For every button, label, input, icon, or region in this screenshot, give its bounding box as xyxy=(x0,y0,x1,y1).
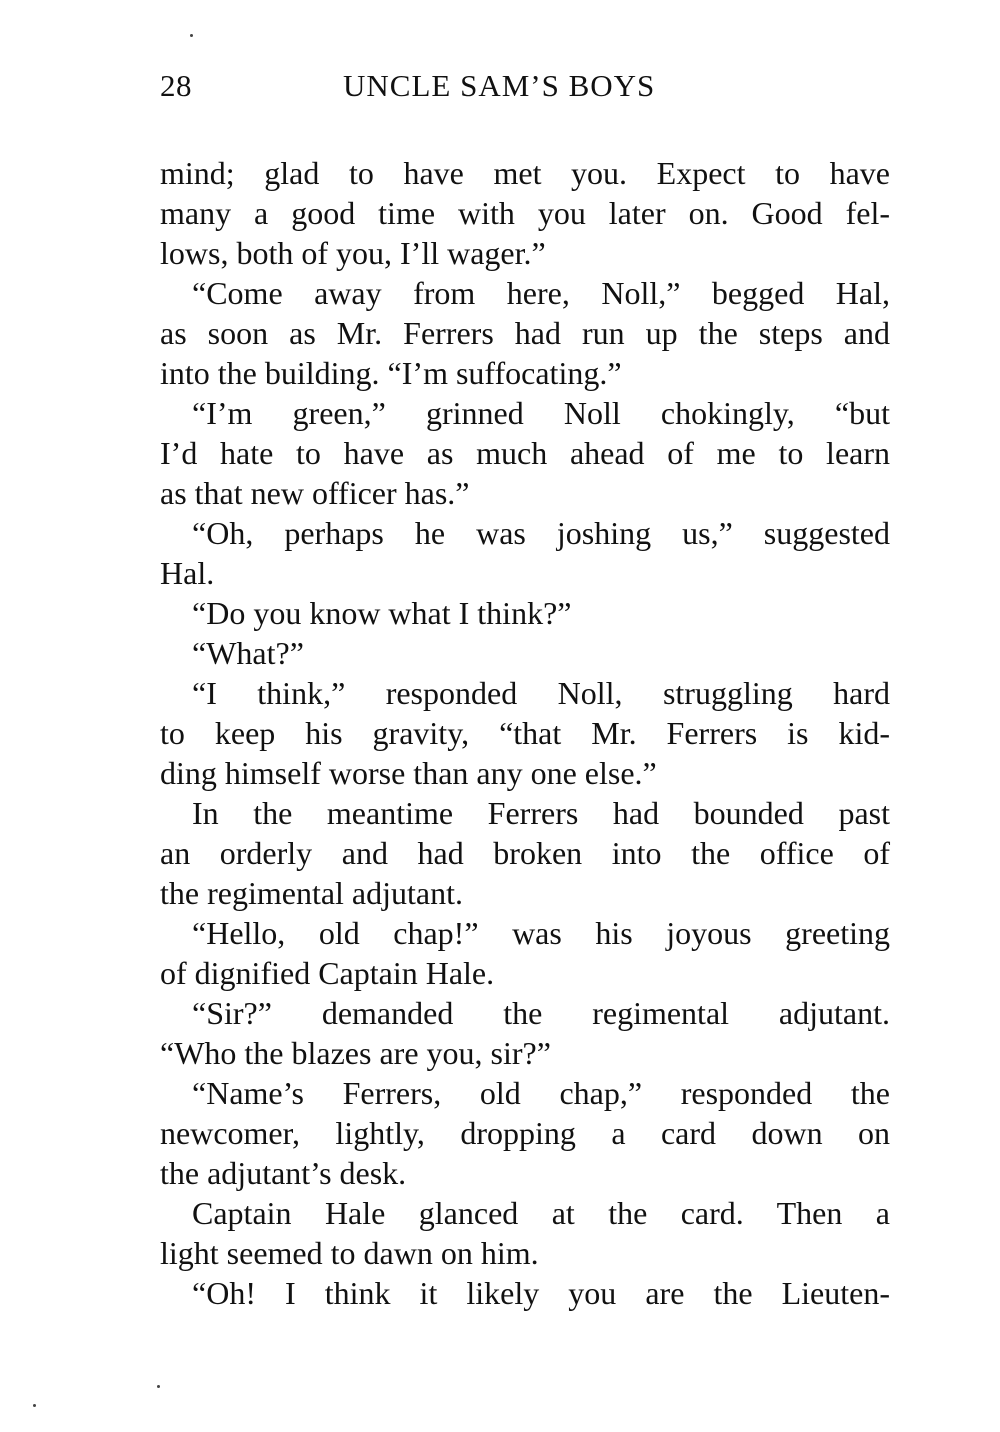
text-line: “Hello, old chap!” was his joyous greeting xyxy=(192,915,890,951)
text-line: of dignified Captain Hale. xyxy=(160,955,495,991)
text-line: “Name’s Ferrers, old chap,” responded the xyxy=(192,1075,890,1111)
text-line: “Oh! I think it likely you are the Lieuten- xyxy=(192,1275,890,1311)
text-line: mind; glad to have met you. Expect to have xyxy=(160,155,890,191)
text-line: many a good time with you later on. Good fel- xyxy=(160,195,890,231)
text-line: lows, both of you, I’ll wager.” xyxy=(160,235,546,271)
text-line: I’d hate to have as much ahead of me to learn xyxy=(160,435,890,471)
text-line: an orderly and had broken into the office of xyxy=(160,835,890,871)
text-line: as soon as Mr. Ferrers had run up the steps and xyxy=(160,315,890,351)
text-line: “I’m green,” grinned Noll chokingly, “but xyxy=(192,395,890,431)
paper-speck xyxy=(33,1404,36,1407)
text-line: “Who the blazes are you, sir?” xyxy=(160,1035,551,1071)
text-line: In the meantime Ferrers had bounded past xyxy=(192,795,890,831)
body-text xyxy=(160,153,890,1313)
page-number: 28 xyxy=(160,68,192,103)
running-title: UNCLE SAM’S BOYS xyxy=(343,68,656,103)
text-line: “Oh, perhaps he was joshing us,” suggested xyxy=(192,515,890,551)
text-line: Hal. xyxy=(160,555,215,591)
text-line: as that new officer has.” xyxy=(160,475,470,511)
text-line: the regimental adjutant. xyxy=(160,875,463,911)
text-line: the adjutant’s desk. xyxy=(160,1155,407,1191)
text-line: into the building. “I’m suffocating.” xyxy=(160,355,622,391)
text-line: to keep his gravity, “that Mr. Ferrers is kid- xyxy=(160,715,890,751)
text-line: “Sir?” demanded the regimental adjutant. xyxy=(192,995,890,1031)
text-line: “Do you know what I think?” xyxy=(192,595,572,631)
text-line: ding himself worse than any one else.” xyxy=(160,755,657,791)
text-line: light seemed to dawn on him. xyxy=(160,1235,539,1271)
text-line: “I think,” responded Noll, struggling hard xyxy=(192,675,890,711)
paper-speck xyxy=(190,34,193,37)
text-line: newcomer, lightly, dropping a card down on xyxy=(160,1115,890,1151)
running-header xyxy=(160,68,890,112)
text-line: “Come away from here, Noll,” begged Hal, xyxy=(192,275,890,311)
text-line: “What?” xyxy=(192,635,304,671)
text-line: Captain Hale glanced at the card. Then a xyxy=(192,1195,890,1231)
paper-speck xyxy=(157,1385,160,1388)
